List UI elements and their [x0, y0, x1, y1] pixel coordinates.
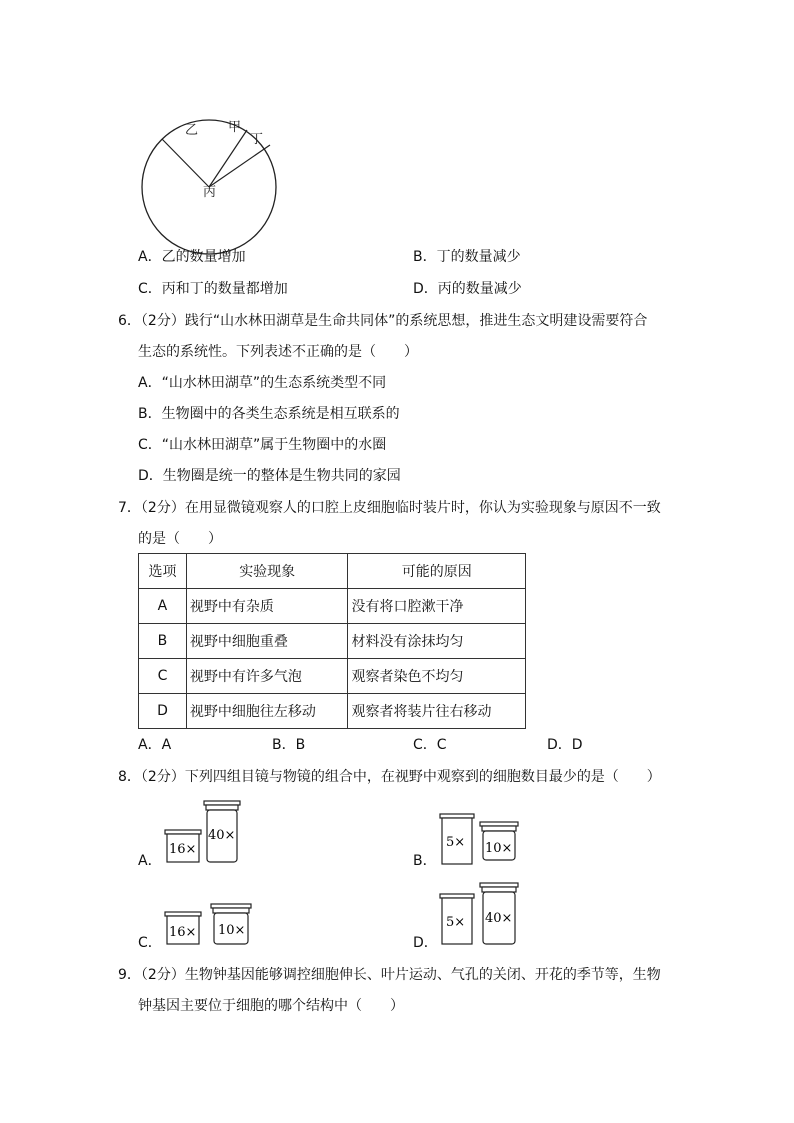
eyepiece-label: 16×	[169, 925, 197, 940]
table-row	[139, 659, 526, 694]
q8-option-b-lens-figure[interactable]	[437, 810, 527, 870]
table-cell: 材料没有涂抹均匀	[348, 624, 526, 659]
option-letter: A．	[138, 249, 162, 265]
q7-option-a[interactable]: A．A	[138, 737, 172, 753]
table-cell: C	[139, 659, 187, 694]
objective-label: 40×	[208, 828, 236, 843]
q9-stem-line1: 9．（2分）生物钟基因能够调控细胞伸长、叶片运动、气孔的关闭、开花的季节等，生物	[118, 967, 661, 983]
q6-stem-line2: 生态的系统性。下列表述不正确的是（ ）	[138, 344, 418, 360]
table-cell: D	[139, 694, 187, 729]
q5-option-d[interactable]	[413, 280, 522, 298]
table-cell: 没有将口腔漱干净	[348, 589, 526, 624]
q6-option-c[interactable]: C．“山水林田湖草”属于生物圈中的水圈	[138, 437, 387, 453]
table-cell: 视野中细胞重叠	[186, 624, 348, 659]
table-header: 可能的原因	[348, 554, 526, 589]
table-row	[139, 589, 526, 624]
q8-option-b-letter[interactable]: B．	[413, 853, 437, 869]
q8-option-d-letter[interactable]: D．	[413, 935, 438, 951]
table-cell: 视野中有许多气泡	[186, 659, 348, 694]
objective-collar	[482, 887, 516, 892]
pie-divider-ding-bing	[209, 145, 270, 187]
q8-option-d-lens-figure[interactable]	[437, 880, 527, 948]
option-letter: D．	[413, 281, 438, 297]
q6-stem-line1: 6．（2分）践行“山水林田湖草是生命共同体”的系统思想，推进生态文明建设需要符合	[118, 313, 648, 329]
option-text: 丁的数量减少	[436, 249, 521, 265]
eyepiece-label: 5×	[446, 835, 466, 850]
pie-divider-jia-ding	[209, 130, 247, 187]
q7-stem-line2: 的是（ ）	[138, 531, 222, 547]
table-header: 实验现象	[186, 554, 348, 589]
q8-stem: 8．（2分）下列四组目镜与物镜的组合中，在视野中观察到的细胞数目最少的是（ ）	[118, 769, 661, 785]
objective-collar	[213, 908, 249, 913]
q8-option-a-letter[interactable]: A．	[138, 853, 162, 869]
table-header: 选项	[139, 554, 187, 589]
objective-label: 10×	[218, 923, 246, 938]
table-cell: A	[139, 589, 187, 624]
q7-stem-line1: 7．（2分）在用显微镜观察人的口腔上皮细胞临时装片时，你认为实验现象与原因不一致	[118, 500, 661, 516]
objective-label: 10×	[485, 841, 513, 856]
q8-option-c-letter[interactable]: C．	[138, 935, 162, 951]
eyepiece-label: 5×	[446, 915, 466, 930]
option-letter: B．	[413, 249, 437, 265]
option-text: 乙的数量增加	[161, 249, 246, 265]
option-letter: C．	[138, 281, 162, 297]
q6-option-b[interactable]: B．生物圈中的各类生态系统是相互联系的	[138, 406, 400, 422]
pie-label-bing: 丙	[203, 185, 217, 200]
table-cell: 观察者染色不均匀	[348, 659, 526, 694]
q5-option-b[interactable]	[413, 248, 521, 266]
table-cell: 视野中细胞往左移动	[186, 694, 348, 729]
pie-divider-yi-jia	[162, 139, 209, 187]
q9-stem-line2: 钟基因主要位于细胞的哪个结构中（ ）	[138, 998, 404, 1014]
table-cell: 视野中有杂质	[186, 589, 348, 624]
table-cell: B	[139, 624, 187, 659]
objective-label: 40×	[485, 911, 513, 926]
pie-label-ding: 丁	[250, 132, 264, 147]
q8-option-c-lens-figure[interactable]	[160, 900, 260, 950]
q6-option-d[interactable]: D．生物圈是统一的整体是生物共同的家园	[138, 468, 401, 484]
table-header-row	[139, 554, 526, 589]
q8-option-a-lens-figure[interactable]	[160, 798, 250, 868]
q7-option-d[interactable]: D．D	[547, 737, 583, 753]
table-row	[139, 624, 526, 659]
q7-observation-table	[138, 553, 526, 729]
q5-option-c[interactable]	[138, 280, 288, 298]
q7-option-c[interactable]: C．C	[413, 737, 447, 753]
option-text: 丙和丁的数量都增加	[161, 281, 288, 297]
pie-label-jia: 甲	[228, 120, 242, 135]
eyepiece-label: 16×	[169, 842, 197, 857]
option-text: 丙的数量减少	[437, 281, 522, 297]
table-cell: 观察者将装片往右移动	[348, 694, 526, 729]
q5-option-a[interactable]	[138, 248, 246, 266]
q7-option-b[interactable]: B．B	[272, 737, 306, 753]
pie-diagram	[140, 97, 280, 257]
pie-label-yi: 乙	[185, 123, 199, 138]
objective-collar	[482, 826, 516, 831]
objective-collar	[206, 805, 238, 810]
q6-option-a[interactable]: A．“山水林田湖草”的生态系统类型不同	[138, 375, 387, 391]
table-row	[139, 694, 526, 729]
